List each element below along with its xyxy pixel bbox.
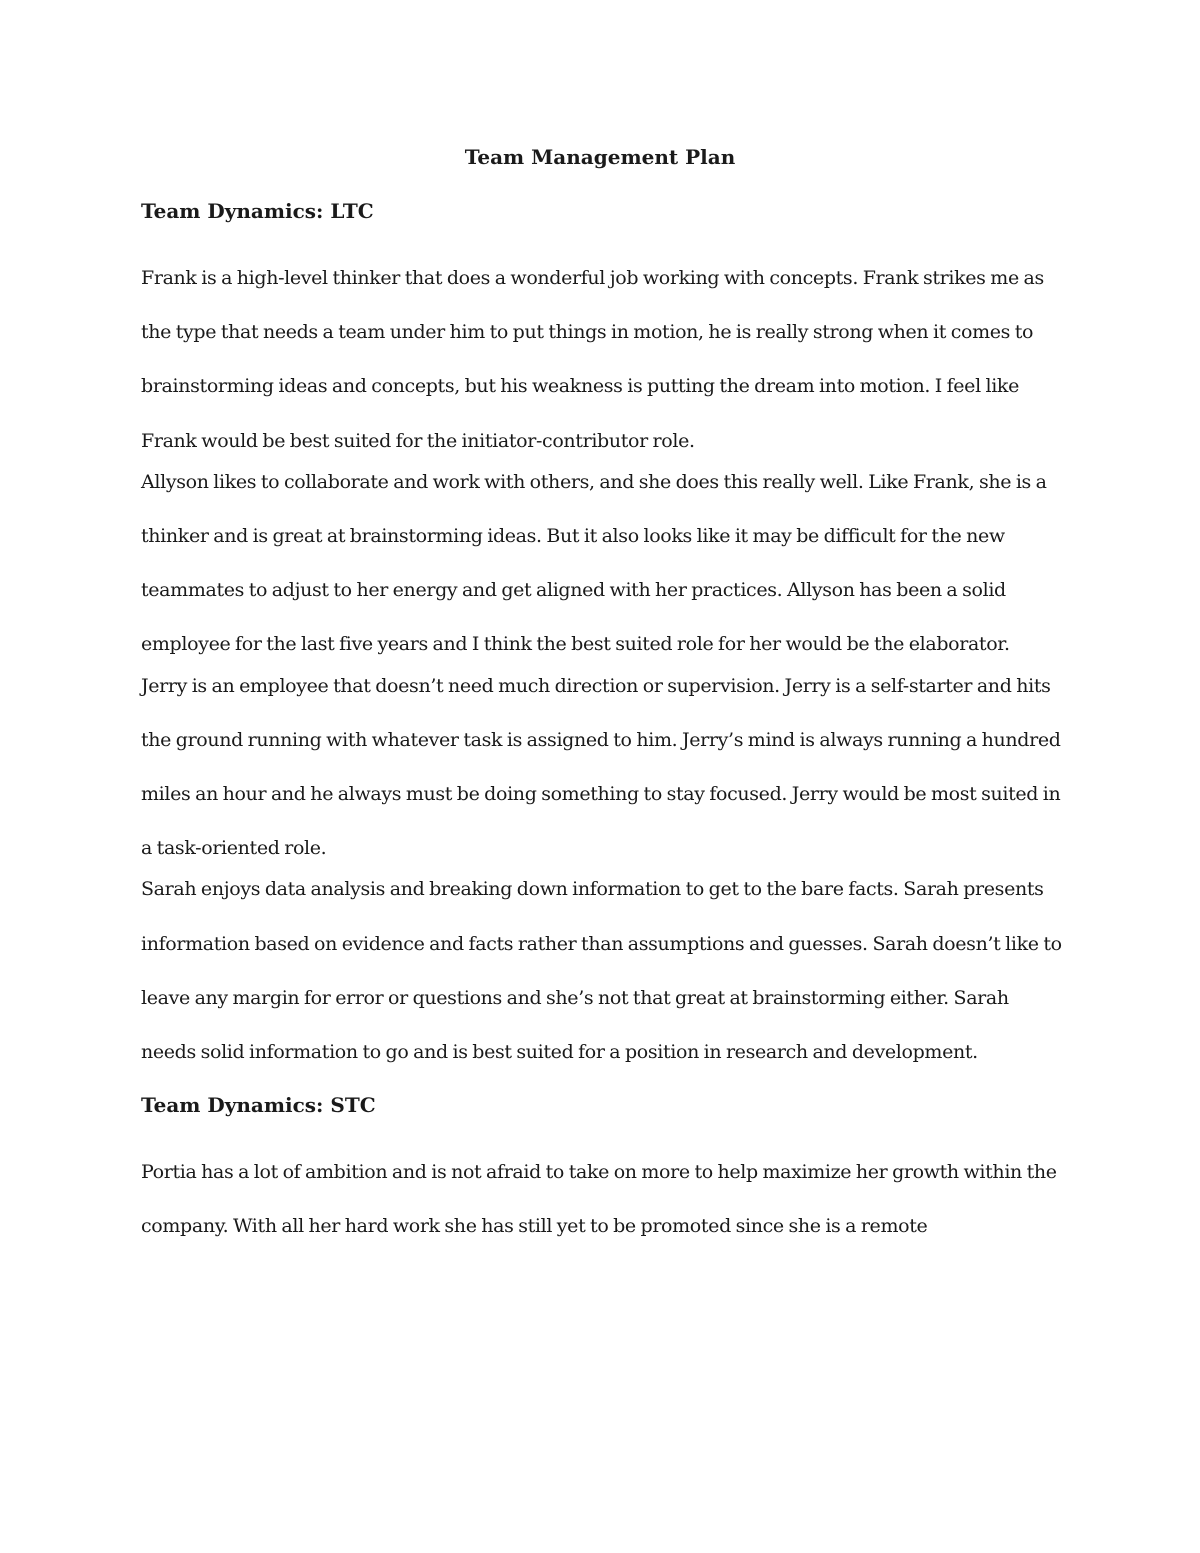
paragraph-jerry: Jerry is an employee that doesn’t need much direction or supervision. Jerry is a self-starter and hits the ground running with whatever task is assigned to him. Jerry’s mind is always running a hundred miles an hour and he always must be doing something to stay focused. Jerry would be most suited in a task-oriented role. <box>141 674 1061 860</box>
paragraph-allyson: Allyson likes to collaborate and work with others, and she does this really well. Like Frank, she is a thinker and is great at brainstorming ideas. But it also looks like it may be difficult for the new teammates to adjust to her energy and get aligned with her practices. Allyson has been a solid employee for the last five years and I think the best suited role for her would be the elaborator. <box>141 470 1047 656</box>
document-body <box>141 197 1066 1254</box>
paragraph-frank: Frank is a high-level thinker that does a wonderful job working with concepts. Frank strikes me as the type that needs a team under him to put things in motion, he is really strong when it comes to brainstorming ideas and concepts, but his weakness is putting the dream into motion. I feel like Frank would be best suited for the initiator-contributor role. <box>141 267 1044 452</box>
section-heading-ltc: Team Dynamics: LTC <box>141 199 374 223</box>
section-heading-stc: Team Dynamics: STC <box>141 1093 376 1118</box>
paragraph-sarah: Sarah enjoys data analysis and breaking down information to get to the bare facts. Sarah presents information based on evidence and facts rather than assumptions and guesses. Sarah doesn’t like to leave any margin for error or questions and she’s not that great at brainstorming either. Sarah needs solid information to go and is best suited for a position in research and development. <box>141 878 1062 1064</box>
document-title: Team Management Plan <box>464 145 736 169</box>
paragraph-portia: Portia has a lot of ambition and is not afraid to take on more to help maximize her growth within the company. With all her hard work she has still yet to be promoted since she is a remote <box>141 1161 1057 1238</box>
